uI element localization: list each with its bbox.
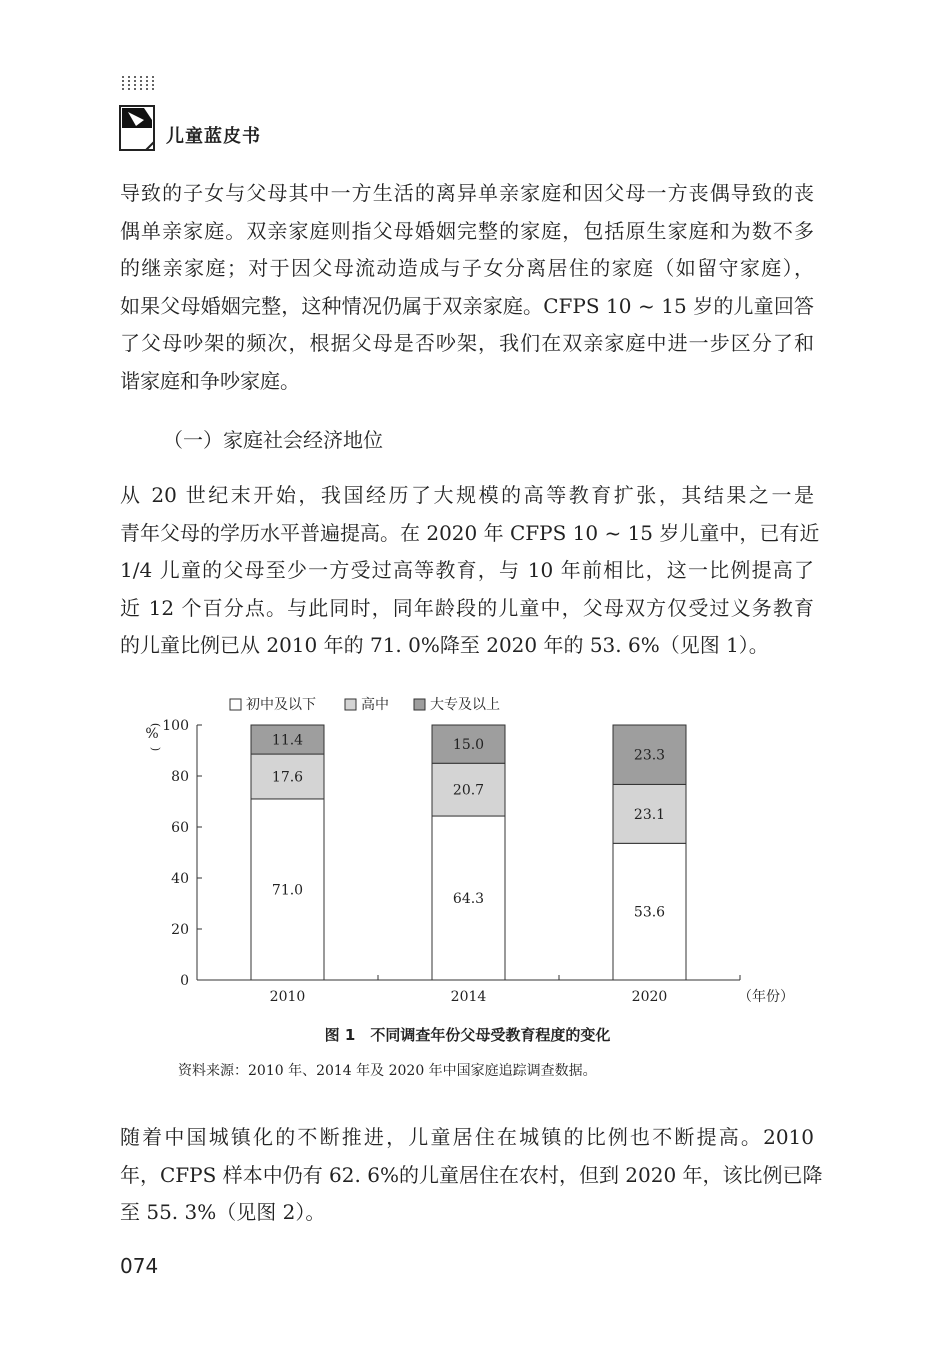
paragraph-1: [120, 175, 814, 400]
y-tick-label: 0: [180, 973, 189, 989]
text-line: 1/4 儿童的父母至少一方受过高等教育，与 10 年前相比，这一比例提高了: [120, 558, 814, 582]
text-line: 年，CFPS 样本中仍有 62. 6%的儿童居住在农村，但到 2020 年，该比例已降: [120, 1162, 823, 1187]
running-header: [118, 76, 518, 156]
dot-pattern-decoration: [122, 76, 156, 90]
bar-data-label: 17.6: [271, 769, 304, 786]
figure-caption: 图 1 不同调查年份父母受教育程度的变化: [324, 1026, 611, 1044]
legend-label: 高中: [361, 697, 389, 713]
y-tick-label: 100: [162, 718, 189, 734]
page-number: 074: [120, 1254, 159, 1278]
text-line: 青年父母的学历水平普遍提高。在 2020 年 CFPS 10 ~ 15 岁儿童中，已有近: [120, 520, 820, 545]
y-label-bracket-open: (: [149, 722, 162, 728]
text-line: 的继亲家庭；对于因父母流动造成与子女分离居住的家庭（如留守家庭），: [120, 256, 814, 280]
text-line: 谐家庭和争吵家庭。: [120, 368, 300, 393]
text-line: 至 55. 3%（见图 2）。: [120, 1200, 326, 1224]
y-axis-label: %: [145, 726, 159, 742]
figure-1-chart: [140, 688, 800, 1018]
y-label-bracket-close: ): [149, 746, 162, 752]
bar-data-label: 71.0: [271, 882, 304, 899]
text-line: 随着中国城镇化的不断推进，儿童居住在城镇的比例也不断提高。2010: [120, 1125, 814, 1149]
legend-label: 初中及以下: [246, 697, 316, 713]
text-line: 从 20 世纪末开始，我国经历了大规模的高等教育扩张，其结果之一是: [120, 483, 814, 507]
bar-data-label: 20.7: [452, 782, 485, 799]
y-tick-label: 40: [171, 871, 189, 887]
stacked-bar-chart: [140, 688, 800, 1018]
bar-data-label: 11.4: [271, 732, 304, 749]
bar-data-label: 23.1: [633, 806, 666, 823]
legend-label: 大专及以上: [430, 697, 500, 713]
bar-data-label: 53.6: [633, 904, 666, 921]
legend-swatch: [230, 699, 241, 710]
text-line: 了父母吵架的频次，根据父母是否吵架，我们在双亲家庭中进一步区分了和: [120, 331, 814, 355]
text-line: 的儿童比例已从 2010 年的 71. 0%降至 2020 年的 53. 6%（见图 1）。: [120, 633, 769, 657]
figure-source-note: 资料来源：2010 年、2014 年及 2020 年中国家庭追踪调查数据。: [178, 1063, 597, 1079]
x-tick-label: 2010: [269, 989, 306, 1005]
bar-data-label: 23.3: [633, 747, 666, 764]
text-line: 偶单亲家庭。双亲家庭则指父母婚姻完整的家庭，包括原生家庭和为数不多: [120, 218, 814, 243]
bar-data-label: 15.0: [452, 737, 485, 754]
y-tick-label: 20: [171, 922, 189, 938]
text-line: 近 12 个百分点。与此同时，同年龄段的儿童中，父母双方仅受过义务教育: [120, 595, 814, 620]
bar-data-label: 64.3: [452, 891, 485, 908]
x-tick-label: 2014: [450, 989, 487, 1005]
text-line: 导致的子女与父母其中一方生活的离异单亲家庭和因父母一方丧偶导致的丧: [120, 181, 814, 205]
paragraph-2: [120, 477, 820, 665]
section-heading: （一）家庭社会经济地位: [163, 428, 383, 452]
text-line: 如果父母婚姻完整，这种情况仍属于双亲家庭。CFPS 10 ~ 15 岁的儿童回答: [120, 293, 814, 318]
legend-swatch: [345, 699, 356, 710]
legend-swatch: [414, 699, 425, 710]
book-series-title: 儿童蓝皮书: [166, 126, 261, 147]
paragraph-3: [120, 1119, 823, 1232]
x-axis-label: （年份）: [738, 989, 794, 1005]
y-tick-label: 80: [171, 769, 189, 785]
x-tick-label: 2020: [631, 989, 668, 1005]
book-emblem-icon: [118, 104, 156, 152]
y-tick-label: 60: [171, 820, 189, 836]
